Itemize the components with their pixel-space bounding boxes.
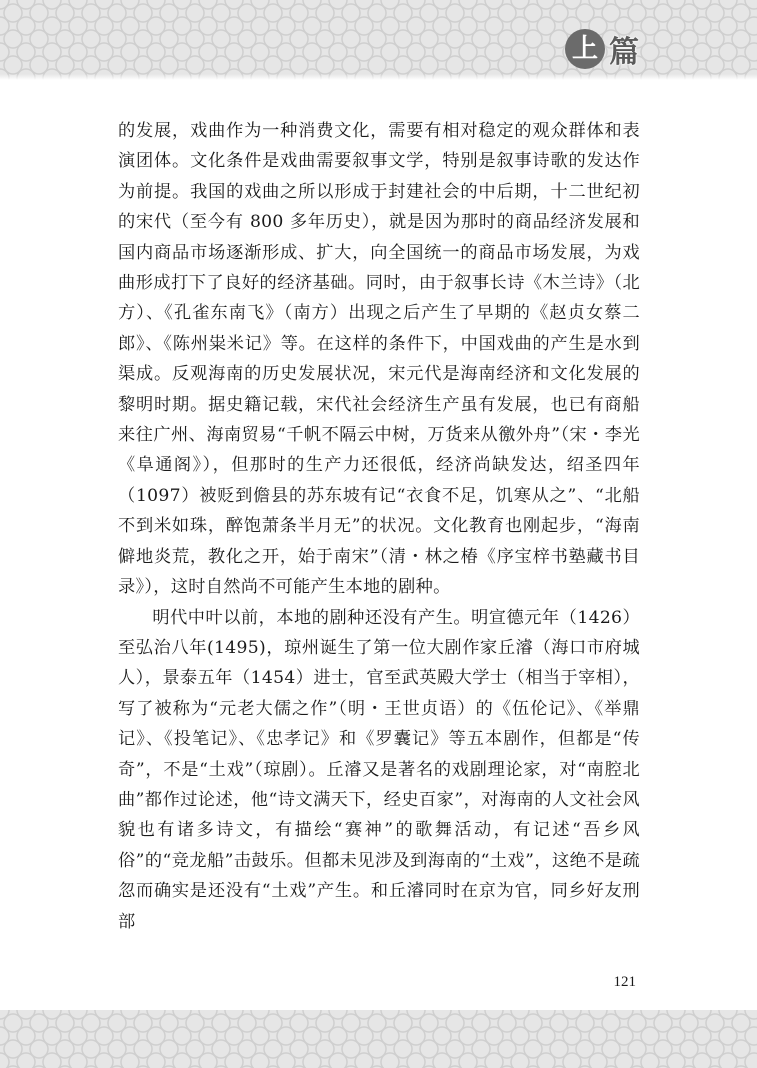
page-number: 121 <box>613 974 636 990</box>
body-paragraph: 明代中叶以前，本地的剧种还没有产生。明宣德元年（1426）至弘治八年(1495)，琼州诞生了第一位大剧作家丘濬（海口市府城人），景泰五年（1454）进士，官至武英殿大学士（相当于宰相），写了被称为“元老大儒之作”（明・王世贞语）的《伍伦记》、《举鼎记》、《投笔记》、《忠孝记》和《罗囊记》等五本剧作，但都是“传奇”，不是“土戏”（琼剧）。丘濬又是著名的戏剧理论家，对“南腔北曲”都作过论述，他“诗文满天下，经史百家”，对海南的人文社会风貌也有诸多诗文，有描绘“赛神”的歌舞活动，有记述“吾乡风俗”的“竞龙船”击鼓乐。但都未见涉及到海南的“土戏”，这绝不是疏忽而确实是还没有“土戏”产生。和丘濬同时在京为官，同乡好友刑部 <box>118 607 640 932</box>
footer-pattern-band <box>0 1010 757 1068</box>
body-paragraph: 的发展，戏曲作为一种消费文化，需要有相对稳定的观众群体和表演团体。文化条件是戏曲需要叙事文学，特别是叙事诗歌的发达作为前提。我国的戏曲之所以形成于封建社会的中后期，十二世纪初的宋代（至今有 800 多年历史），就是因为那时的商品经济发展和国内商品市场逐渐形成、扩大，向全国统一的商品市场发展，为戏曲形成打下了良好的经济基础。同时，由于叙事长诗《木兰诗》（北方）、《孔雀东南飞》（南方）出现之后产生了早期的《赵贞女蔡二郎》、《陈州粜米记》等。在这样的条件下，中国戏曲的产生是水到渠成。反观海南的历史发展状况，宋元代是海南经济和文化发展的黎明时期。据史籍记载，宋代社会经济生产虽有发展，也已有商船来往广州、海南贸易“千帆不隔云中树，万货来从徼外舟”（宋・李光《阜通阁》），但那时的生产力还很低，经济尚缺发达，绍圣四年（1097）被贬到儋县的苏东坡有记“衣食不足，饥寒从之”、“北船不到米如珠，醉饱萧条半月无”的状况。文化教育也刚起步，“海南僻地炎荒，教化之开，始于南宋”（清・林之椿《序宝梓书塾藏书目录》），这时自然尚不可能产生本地的剧种。 <box>118 121 640 598</box>
page-body <box>118 116 640 937</box>
section-badge-circle: 上 <box>565 29 605 69</box>
section-badge-text: 篇 <box>609 35 639 70</box>
header-pattern-band <box>0 0 757 80</box>
section-badge <box>565 28 639 70</box>
